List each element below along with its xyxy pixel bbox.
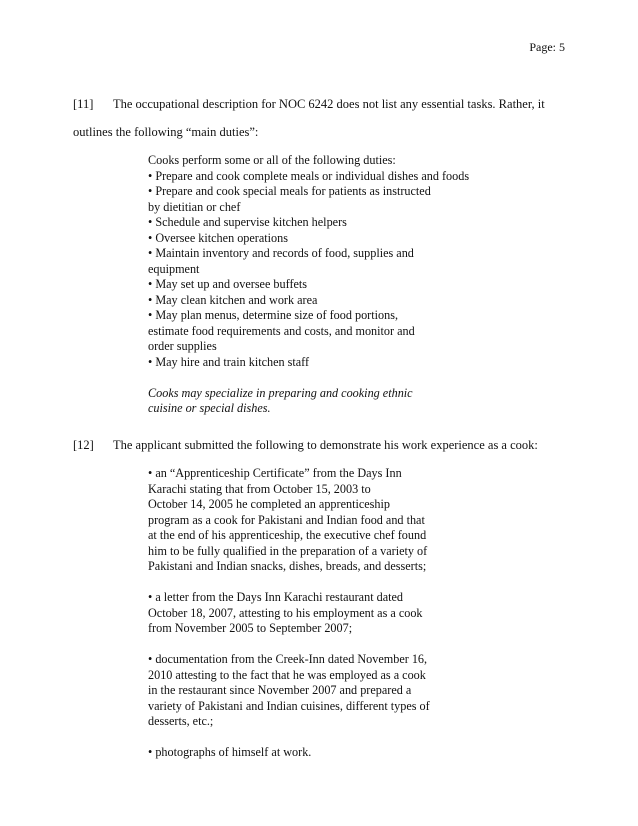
evidence-item-line: at the end of his apprenticeship, the executive chef found bbox=[148, 528, 427, 542]
evidence-item-line: in the restaurant since November 2007 and prepared a bbox=[148, 683, 412, 697]
evidence-item-line: • documentation from the Creek-Inn dated November 16, bbox=[148, 652, 428, 666]
evidence-item-line: from November 2005 to September 2007; bbox=[148, 621, 353, 635]
duty-item: • Maintain inventory and records of food, supplies and bbox=[148, 246, 414, 260]
duty-item-cont: equipment bbox=[148, 261, 200, 276]
main-duties-quote bbox=[148, 153, 478, 417]
evidence-item-line: variety of Pakistani and Indian cuisines, different types of bbox=[148, 698, 430, 713]
evidence-item-line: • an “Apprenticeship Certificate” from the Days Inn bbox=[148, 466, 402, 480]
evidence-item-line: Pakistani and Indian snacks, dishes, breads, and desserts; bbox=[148, 559, 427, 573]
duty-item-cont: order supplies bbox=[148, 339, 217, 353]
paragraph-number: [11] bbox=[73, 97, 94, 111]
evidence-item-line: October 14, 2005 he completed an apprenticeship bbox=[148, 497, 390, 511]
duty-item: • May set up and oversee buffets bbox=[148, 277, 308, 291]
duty-item: • Schedule and supervise kitchen helpers bbox=[148, 215, 347, 229]
evidence-item-line: October 18, 2007, attesting to his employment as a cook bbox=[148, 605, 423, 620]
paragraph-text-line: The applicant submitted the following to demonstrate his work experience as a cook: bbox=[113, 438, 538, 452]
duty-item: • Prepare and cook complete meals or individual dishes and foods bbox=[148, 168, 470, 183]
duty-item-cont: estimate food requirements and costs, and monitor and bbox=[148, 323, 415, 338]
evidence-item-line: • a letter from the Days Inn Karachi restaurant dated bbox=[148, 590, 404, 604]
page-number: Page: 5 bbox=[529, 40, 565, 54]
duty-item: • Oversee kitchen operations bbox=[148, 230, 288, 245]
evidence-item-line: • photographs of himself at work. bbox=[148, 745, 312, 759]
evidence-item-line: him to be fully qualified in the preparation of a variety of bbox=[148, 543, 428, 558]
evidence-item-line: desserts, etc.; bbox=[148, 714, 214, 728]
duty-item: • Prepare and cook special meals for patients as instructed bbox=[148, 184, 431, 198]
evidence-item-line: program as a cook for Pakistani and Indian food and that bbox=[148, 512, 425, 527]
paragraph-text-line: The occupational description for NOC 6242 does not list any essential tasks. Rather, it bbox=[113, 97, 545, 111]
evidence-item-line: 2010 attesting to the fact that he was employed as a cook bbox=[148, 667, 426, 682]
quote-line: Cooks perform some or all of the following duties: bbox=[148, 153, 396, 167]
specialization-note: cuisine or special dishes. bbox=[148, 401, 271, 415]
duty-item: • May clean kitchen and work area bbox=[148, 292, 318, 307]
evidence-item-line: Karachi stating that from October 15, 2003 to bbox=[148, 481, 371, 496]
duty-item: • May plan menus, determine size of food portions, bbox=[148, 308, 398, 322]
duty-item-cont: by dietitian or chef bbox=[148, 199, 241, 214]
paragraph-number: [12] bbox=[73, 438, 94, 452]
duty-item: • May hire and train kitchen staff bbox=[148, 354, 310, 369]
evidence-list bbox=[148, 466, 478, 761]
specialization-note: Cooks may specialize in preparing and cooking ethnic bbox=[148, 385, 413, 400]
paragraph-text-line: outlines the following “main duties”: bbox=[73, 125, 259, 139]
